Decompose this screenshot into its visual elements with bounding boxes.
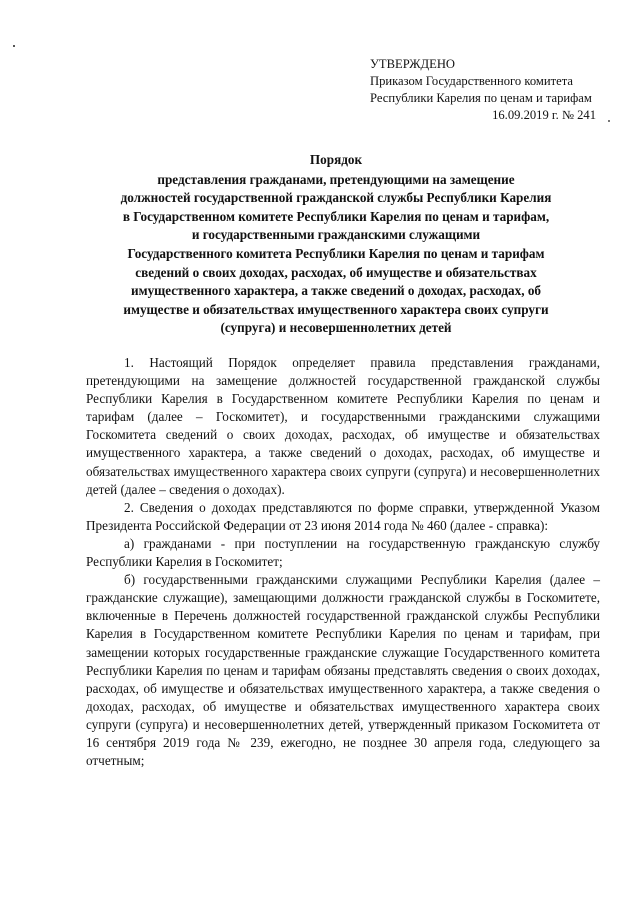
approval-order-line-2: Республики Карелия по ценам и тарифам: [370, 91, 592, 105]
approval-label: УТВЕРЖДЕНО: [370, 57, 456, 71]
paragraph-2a: а) гражданами - при поступлении на государственную гражданскую службу Республики Карелия в Госкомитет;: [86, 535, 600, 570]
title-line: должностей государственной гражданской службы Республики Карелия: [120, 190, 552, 206]
title-line: (супруга) и несовершеннолетних детей: [220, 320, 452, 336]
paragraph-2b: б) государственными гражданскими служащими Республики Карелия (далее – гражданские служащие), замещающими должности гражданской службы в Госкомитете, включенные в Перечень должностей государственной гражданской службы Республики Карелия в Государственном комитете Республики Карелия по ценам и тарифам, при замещении которых государственные гражданские служащие Государственного комитета Республики Карелия по ценам и тарифам обязаны представлять сведения о своих доходах, расходах, об имуществе и обязательствах имущественного характера, а также сведения о доходах, расходах, об имуществе и обязательствах имущественного характера своих супруги (супруга) и несовершеннолетних детей, утвержденный приказом Госкомитета от 16 сентября 2019 года № 239, ежегодно, не позднее 30 апреля года, следующего за отчетным;: [86, 572, 600, 769]
title-line: имуществе и обязательствах имущественного характера своих супруги: [123, 301, 549, 317]
title-heading: Порядок: [309, 152, 363, 167]
scan-speck: [608, 120, 610, 122]
approval-stamp-block: [370, 56, 596, 124]
paragraph-2: 2. Сведения о доходах представляются по форме справки, утвержденной Указом Президента Российской Федерации от 23 июня 2014 года № 460 (далее - справка):: [86, 499, 600, 533]
title-line: и государственными гражданскими служащими: [191, 227, 481, 243]
document-body: [86, 354, 600, 770]
document-title: [66, 151, 606, 338]
paragraph-1: 1. Настоящий Порядок определяет правила представления гражданами, претендующими на замещение должностей государственной гражданской службы Республики Карелия в Государственном комитете Республики Карелия по ценам и тарифам (далее – Госкомитет), и государственными гражданскими служащими Госкомитета сведений о своих доходах, расходах, об имуществе и обязательствах имущественного характера, а также сведений о доходах, расходах, об имуществе и обязательствах имущественного характера своих супруги (супруга) и несовершеннолетних детей (далее – сведения о доходах).: [86, 355, 600, 497]
title-line: в Государственном комитете Республики Карелия по ценам и тарифам,: [122, 208, 550, 224]
title-line: сведений о своих доходах, расходах, об имуществе и обязательствах: [135, 264, 537, 280]
title-line: Государственного комитета Республики Карелия по ценам и тарифам: [127, 245, 545, 261]
approval-order-date: 16.09.2019 г. № 241: [492, 108, 596, 122]
title-line: имущественного характера, а также сведений о доходах, расходах, об: [130, 283, 542, 299]
approval-order-line-1: Приказом Государственного комитета: [370, 74, 573, 88]
title-line: представления гражданами, претендующими на замещение: [157, 171, 515, 187]
scan-speck: [13, 45, 15, 47]
